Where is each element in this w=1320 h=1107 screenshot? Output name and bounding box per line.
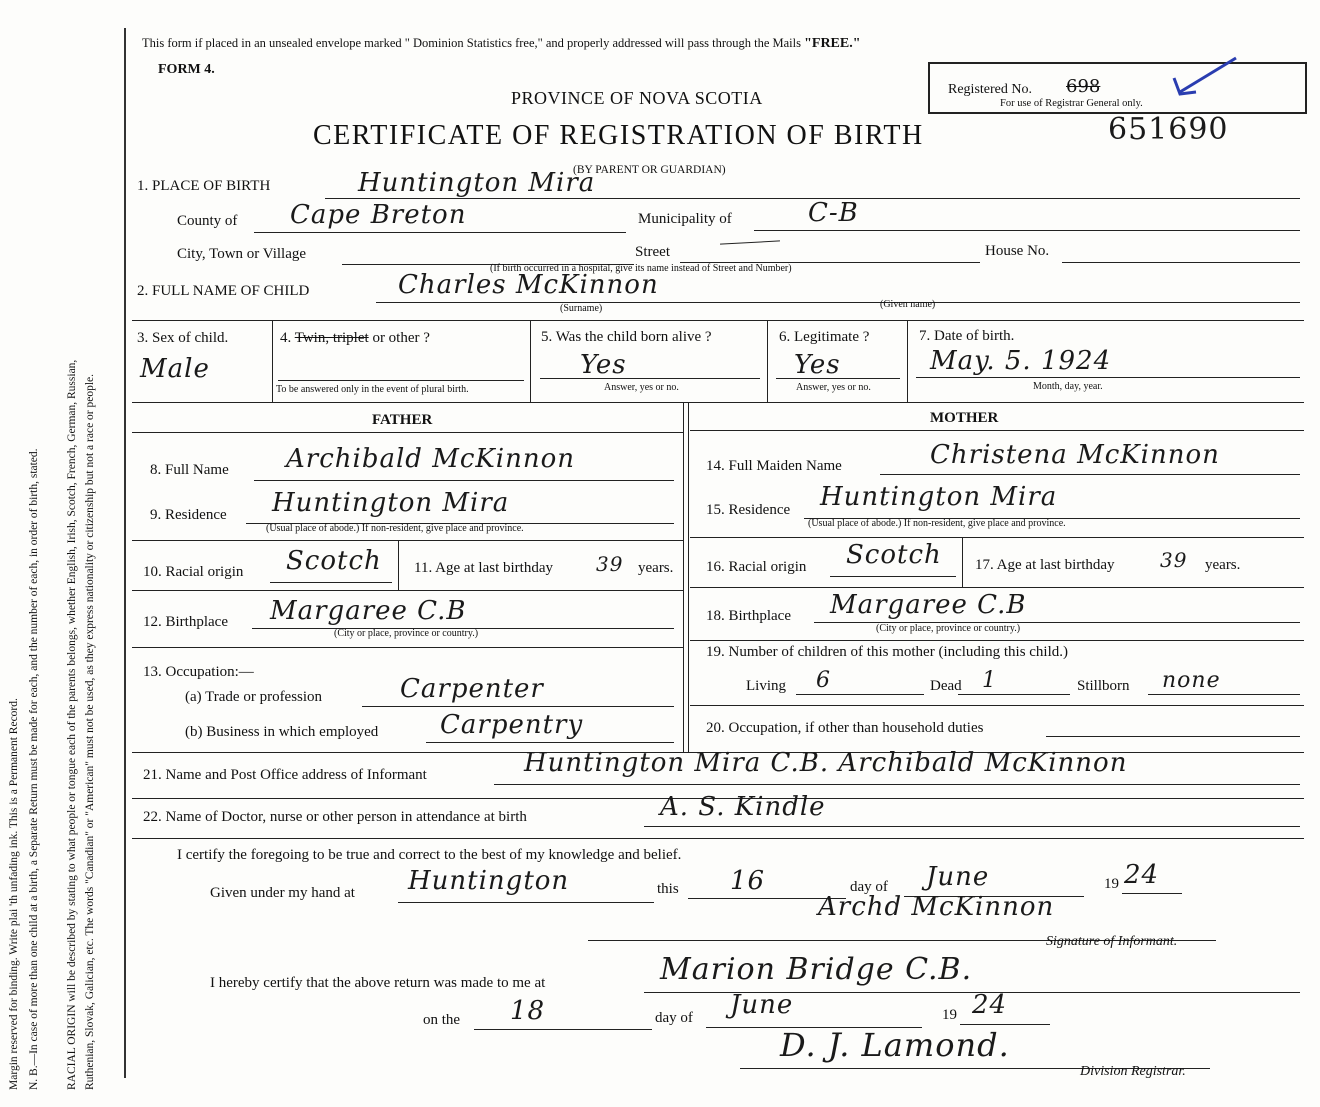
mother-birthplace-value: Margaree C.B — [830, 590, 1027, 620]
municipality-value: C-B — [808, 198, 859, 228]
registrar-day-line — [474, 1029, 652, 1030]
father-business-value: Carpentry — [440, 710, 584, 740]
child-name-line — [376, 302, 1300, 303]
col-rule-3 — [767, 320, 768, 402]
father-business-line — [426, 742, 674, 743]
legitimate-note: Answer, yes or no. — [796, 382, 871, 393]
father-name-label: 8. Full Name — [150, 462, 229, 478]
plural-birth-struck: Twin, triplet — [294, 330, 369, 346]
center-rule-a — [683, 402, 684, 752]
given-year-suffix: 24 — [1124, 860, 1160, 890]
col-rule-2 — [530, 320, 531, 402]
given-month-value: June — [926, 862, 990, 892]
mother-occupation-line — [1046, 736, 1300, 737]
child-name-label: 2. FULL NAME OF CHILD — [137, 283, 310, 299]
registrar-signature: D. J. Lamond. — [780, 1026, 1010, 1064]
mother-race-divider — [962, 537, 963, 587]
row-rule-bottom — [132, 402, 1304, 403]
registered-crossed-number: 698 — [1066, 76, 1101, 97]
father-business-label: (b) Business in which employed — [185, 724, 379, 740]
mother-heading: MOTHER — [930, 410, 999, 426]
mother-birthplace-note: (City or place, province or country.) — [876, 623, 1021, 634]
father-trade-value: Carpenter — [400, 674, 544, 704]
father-residence-note: (Usual place of abode.) If non-resident, give place and province. — [266, 523, 524, 534]
born-alive-value: Yes — [580, 350, 627, 380]
registrar-signature-label: Division Registrar. — [1080, 1064, 1186, 1079]
mother-name-value: Christena McKinnon — [930, 440, 1220, 470]
mail-free: "FREE." — [804, 36, 861, 51]
mother-heading-rule — [690, 430, 1304, 431]
father-birthplace-note: (City or place, province or country.) — [334, 628, 479, 639]
informant-signature-label: Signature of Informant. — [1046, 934, 1178, 949]
father-row-rule-1 — [132, 540, 683, 541]
date-of-birth-value: May. 5. 1924 — [930, 346, 1112, 376]
informant-signature: Archd McKinnon — [818, 892, 1055, 922]
given-at-line — [398, 902, 654, 903]
plural-birth-label — [280, 330, 430, 347]
province-heading: PROVINCE OF NOVA SCOTIA — [511, 88, 763, 108]
given-this-label: this — [657, 881, 679, 897]
plural-birth-note: To be answered only in the event of plural birth. — [276, 384, 469, 395]
mother-residence-note: (Usual place of abode.) If non-resident, give place and province. — [808, 518, 1066, 529]
registrar-use-note: For use of Registrar General only. — [1000, 98, 1143, 109]
col-rule-4 — [907, 320, 908, 402]
informant-label: 21. Name and Post Office address of Informant — [143, 767, 427, 783]
father-row-rule-3 — [132, 647, 683, 648]
margin-note-binding: Margin reserved for binding. Write plai 'th unfading ink. This is a Permanent Record. — [8, 698, 20, 1090]
registered-label: Registered No. — [948, 82, 1032, 97]
plural-birth-num: 4. — [280, 330, 292, 346]
children-count-label: 19. Number of children of this mother (including this child.) — [706, 644, 1069, 660]
registrar-year-prefix: 19 — [942, 1007, 957, 1023]
doctor-value: A. S. Kindle — [660, 792, 826, 822]
margin-note-racial-origin: RACIAL ORIGIN will be described by stating to what people or tongue each of the parents belongs, whether English, Irish, Scotch, French, German, Russian, — [66, 359, 78, 1090]
registrar-year-suffix: 24 — [972, 990, 1008, 1020]
registrar-year-line — [960, 1024, 1050, 1025]
doctor-line — [644, 826, 1300, 827]
house-number-label: House No. — [985, 243, 1050, 259]
date-of-birth-label: 7. Date of birth. — [919, 328, 1015, 344]
mother-birthplace-label: 18. Birthplace — [706, 608, 791, 624]
father-birthplace-value: Margaree C.B — [270, 596, 467, 626]
registrar-day-of-label: day of — [655, 1010, 693, 1026]
living-line — [796, 694, 924, 695]
father-age-label: 11. Age at last birthday — [414, 560, 553, 576]
mother-years-label: years. — [1205, 557, 1241, 573]
father-race-value: Scotch — [286, 546, 382, 576]
handwritten-register-number: 651690 — [1108, 112, 1229, 147]
certify-statement: I certify the foregoing to be true and correct to the best of my knowledge and belief. — [177, 847, 682, 863]
father-age-value: 39 — [596, 552, 624, 576]
stillborn-line — [1148, 694, 1300, 695]
mother-race-value: Scotch — [846, 540, 942, 570]
informant-line — [494, 784, 1300, 785]
father-residence-label: 9. Residence — [150, 507, 227, 523]
mail-notice — [142, 36, 861, 52]
father-race-label: 10. Racial origin — [143, 564, 244, 580]
born-alive-note: Answer, yes or no. — [604, 382, 679, 393]
street-hospital-note: (If birth occurred in a hospital, give its name instead of Street and Number) — [490, 263, 792, 274]
street-dash — [720, 240, 780, 244]
plural-birth-line — [278, 380, 524, 381]
mother-age-value: 39 — [1160, 548, 1188, 572]
city-label: City, Town or Village — [177, 246, 307, 262]
margin-note-nationality: Ruthenian, Slovak, Galician, etc. The words "Canadian" or "American" must not be used, as they express nationality or citizenship but not a race or people. — [84, 373, 96, 1090]
living-label: Living — [746, 678, 786, 694]
born-alive-label: 5. Was the child born alive ? — [541, 329, 712, 345]
mother-name-label: 14. Full Maiden Name — [706, 458, 842, 474]
given-at-value: Huntington — [408, 866, 570, 896]
given-day-value: 16 — [730, 866, 766, 896]
plural-birth-rest: or other ? — [372, 330, 430, 346]
given-day-of-label: day of — [850, 879, 888, 895]
mother-race-line — [830, 576, 956, 577]
section-rule-certify — [132, 838, 1304, 839]
row-rule-top — [132, 320, 1304, 321]
col-rule-1 — [272, 320, 273, 402]
date-of-birth-note: Month, day, year. — [1033, 381, 1103, 392]
mother-row-rule-3 — [690, 640, 1304, 641]
father-race-divider — [398, 540, 399, 590]
margin-notes — [8, 20, 128, 1100]
father-trade-label: (a) Trade or profession — [185, 689, 323, 705]
sex-label: 3. Sex of child. — [137, 330, 229, 346]
given-name-note: (Given name) — [880, 299, 936, 310]
mother-race-label: 16. Racial origin — [706, 559, 807, 575]
father-years-label: years. — [638, 560, 674, 576]
center-rule-b — [688, 402, 689, 752]
mother-row-rule-1 — [690, 537, 1304, 538]
mother-occupation-label: 20. Occupation, if other than household duties — [706, 720, 984, 736]
child-name-value: Charles McKinnon — [398, 270, 659, 300]
mail-notice-text: This form if placed in an unsealed envelope marked " Dominion Statistics free," and properly addressed will pass through the Mails — [142, 36, 801, 50]
registrar-month-value: June — [730, 990, 794, 1020]
father-race-line — [270, 582, 392, 583]
mother-row-rule-2 — [690, 587, 1304, 588]
given-year-line — [1122, 893, 1182, 894]
municipality-line — [754, 230, 1300, 231]
county-label: County of — [177, 213, 238, 229]
street-label: Street — [635, 244, 670, 260]
form-number: FORM 4. — [158, 62, 215, 77]
margin-note-multiple-births: N. B.—In case of more than one child at a birth, a Separate Return must be made for each, and the number of each, in order of birth, stated. — [28, 448, 40, 1090]
mother-residence-value: Huntington Mira — [820, 482, 1058, 512]
born-alive-line — [540, 378, 760, 379]
mother-name-line — [880, 474, 1300, 475]
legitimate-value: Yes — [794, 350, 841, 380]
place-of-birth-label: 1. PLACE OF BIRTH — [137, 178, 271, 194]
father-name-line — [254, 480, 674, 481]
registrar-place-value: Marion Bridge C.B. — [660, 952, 973, 987]
county-line — [254, 232, 626, 233]
mother-residence-label: 15. Residence — [706, 502, 791, 518]
father-name-value: Archibald McKinnon — [286, 444, 576, 474]
father-residence-value: Huntington Mira — [272, 488, 510, 518]
living-value: 6 — [816, 668, 831, 693]
father-row-rule-2 — [132, 590, 683, 591]
father-heading-rule — [132, 432, 683, 433]
father-heading: FATHER — [372, 412, 433, 428]
page-title: CERTIFICATE OF REGISTRATION OF BIRTH — [313, 120, 924, 151]
given-year-prefix: 19 — [1104, 876, 1119, 892]
surname-note: (Surname) — [560, 303, 603, 314]
stillborn-value: none — [1162, 668, 1221, 693]
sex-value: Male — [140, 354, 210, 384]
margin-rule — [124, 28, 126, 1078]
dead-label: Dead — [930, 678, 962, 694]
registrar-day-value: 18 — [510, 996, 546, 1026]
registrar-on-the-label: on the — [423, 1012, 461, 1028]
municipality-label: Municipality of — [638, 211, 732, 227]
registered-box — [928, 62, 1307, 114]
place-of-birth-value: Huntington Mira — [358, 168, 596, 198]
mother-row-rule-4 — [690, 705, 1304, 706]
stillborn-label: Stillborn — [1077, 678, 1130, 694]
dead-line — [958, 694, 1070, 695]
county-value: Cape Breton — [290, 200, 467, 230]
informant-value: Huntington Mira C.B. Archibald McKinnon — [524, 748, 1128, 778]
doctor-label: 22. Name of Doctor, nurse or other person in attendance at birth — [143, 809, 527, 825]
mother-age-label: 17. Age at last birthday — [975, 557, 1115, 573]
given-at-label: Given under my hand at — [210, 885, 355, 901]
legitimate-label: 6. Legitimate ? — [779, 329, 870, 345]
date-of-birth-line — [916, 377, 1300, 378]
house-number-line — [1062, 262, 1300, 263]
father-occupation-label: 13. Occupation:— — [143, 664, 254, 680]
father-trade-line — [362, 706, 674, 707]
registrar-statement: I hereby certify that the above return was made to me at — [210, 975, 546, 991]
page-subtitle: (BY PARENT OR GUARDIAN) — [573, 164, 726, 176]
dead-value: 1 — [982, 668, 997, 693]
check-mark-icon — [1160, 54, 1240, 104]
father-birthplace-label: 12. Birthplace — [143, 614, 228, 630]
